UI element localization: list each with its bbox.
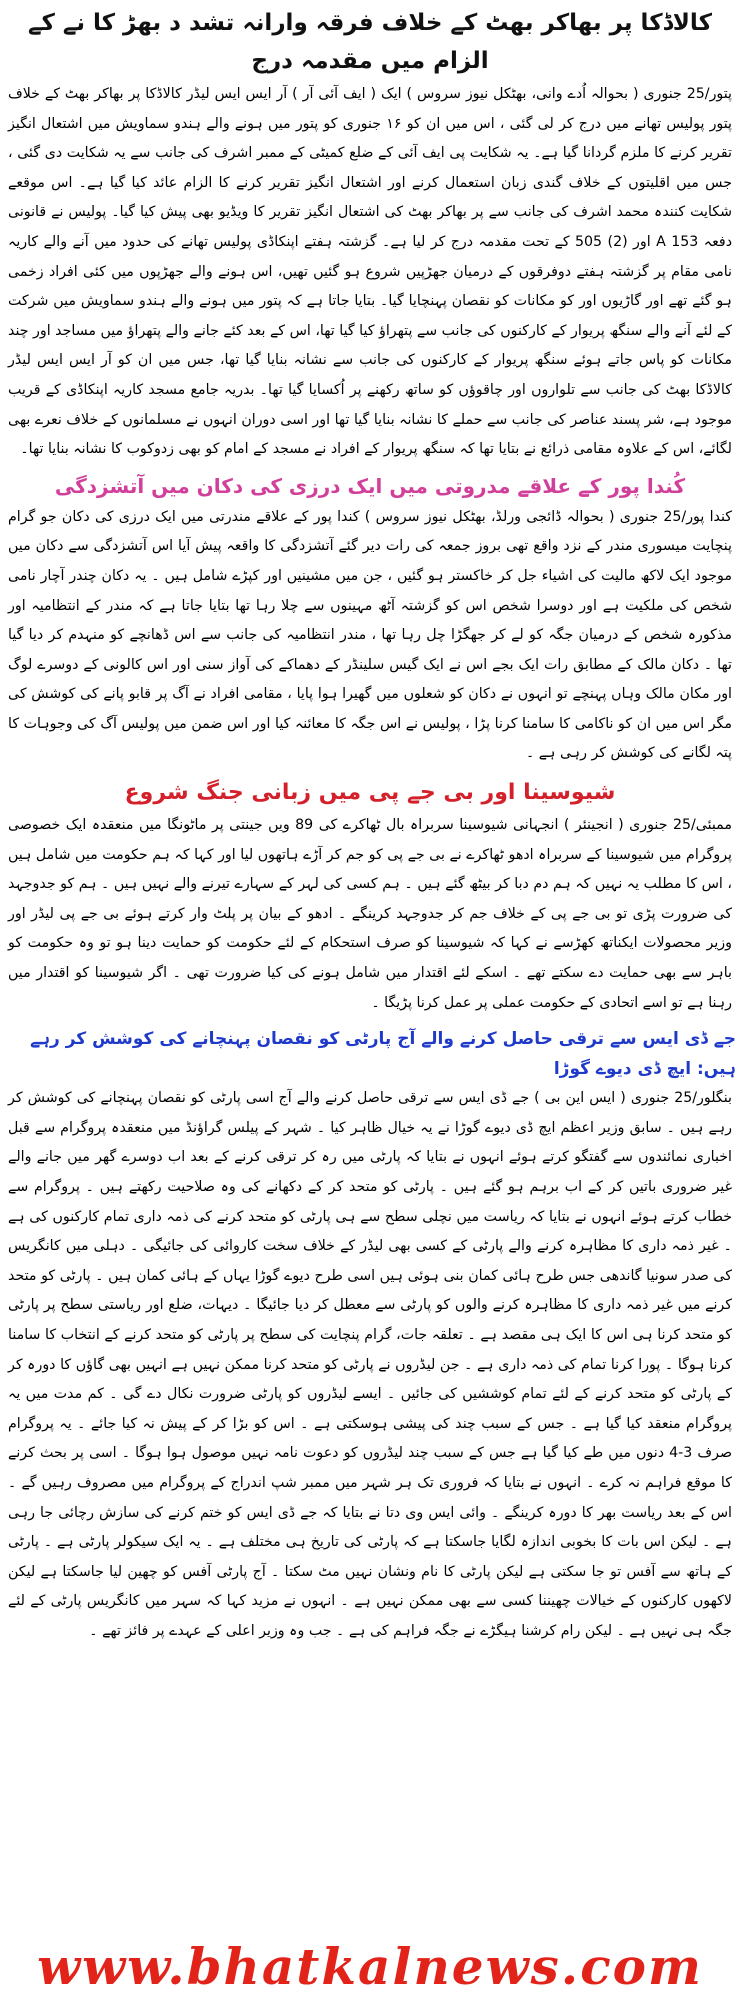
article-2-heading: کُندا پور کے علاقے مدروتی میں ایک درزی کی دکان میں آتشزدگی [54, 473, 686, 498]
site-url-watermark[interactable]: www.bhatkalnews.com [37, 1937, 703, 1996]
article-4-body: بنگلور/25 جنوری ( ایس این بی ) جے ڈی ایس سے ترقی حاصل کرنے والے آج اسی پارٹی کو نقصان پہنچانے کی کوشش کر رہے ہیں ۔ سابق وزیر اعظم ایچ ڈی دیوے گوڑا نے یہ خیال ظاہر کیا ۔ شہر کے پیلس گراؤنڈ میں منعقدہ پروگرام سے قبل اخباری نمائندوں سے گفتگو کرتے ہوئے انہوں نے بتایا کہ پارٹی میں رہ کر ترقی کرنے کے بعد اب دوسرے گھر میں جانے والے غیر ضروری باتیں کر کے اب برہم ہو گئے ہیں ۔ پارٹی کو متحد کر کے دکھانے کی وہ صلاحیت رکھتے ہیں ۔ پروگرام سے خطاب کرتے ہوئے انہوں نے بتایا کہ ریاست میں نچلی سطح سے ہی پارٹی کو متحد کرنے کی ذمہ داری تمام کارکنوں کی ہے ۔ غیر ذمہ داری کا مظاہرہ کرنے والے پارٹی کے کسی بھی لیڈر کے خلاف سخت کاروائی کی جائیگی ۔ دہلی میں کانگریس کی صدر سونیا گاندھی جس طرح ہائی کمان بنی ہوئی ہیں اسی طرح دیوے گوڑا یہاں کے ہائی کمان ہیں ۔ پارٹی کو متحد کرنے میں غیر ذمہ داری کا مظاہرہ کرنے والوں کو پارٹی سے معطل کر دیا جائیگا ۔ دیہات، ضلع اور ریاستی سطح پر پارٹی کو متحد کرنا ہی اس کا ایک ہی مقصد ہے ۔ تعلقہ جات، گرام پنچایت کی سطح پر پارٹی کو متحد کرنے کے انتخاب کا سامنا کرنا ہوگا ۔ پورا کرنا تمام کی ذمہ داری ہے ۔ جن لیڈروں نے پارٹی کو متحد کرنا ممکن نہیں ہے انہیں بھی گاؤں کا دورہ کر کے پارٹی کو متحد کرنے کے لئے تمام کوششیں کی جائیں ۔ ایسے لیڈروں کو پارٹی ضرورت نکال دے گی ۔ کم مدت میں یہ پروگرام منعقد کیا گیا ہے ۔ جس کے سبب چند کی پیشی ہوسکتی ہے ۔ اس کو بڑا کر کے پیش نہ کیا جائے ۔ یہ پروگرام صرف 3-4 دنوں میں طے کیا گیا ہے جس کے سبب چند لیڈروں کو دعوت نامہ نہیں موصول ہوا ہوگا ۔ اسی پر بحث کرنے کا موقع فراہم نہ کرے ۔ انہوں نے بتایا کہ فروری تک ہر شہر میں ممبر شپ اندراج کے پروگرام میں مصروف رہیں گے ۔ اس کے بعد ریاست بھر کا دورہ کرینگے ۔ وائی ایس وی دتا نے بتایا کہ جے ڈی ایس کو ختم کرنے کی سازش رچائی جا رہی ہے ۔ لیکن اس بات کا بخوبی اندازہ لگایا جاسکتا ہے کہ پارٹی کی تاریخ ہی مختلف ہے ۔ یہ ایک سیکولر پارٹی ہے ۔ پارٹی کے ہاتھ سے آفس تو جا سکتی ہے لیکن پارٹی کا نام ونشان نہیں مٹ سکتا ۔ آج پارٹی آفس کو چھین لیا جاسکتا ہے لیکن لاکھوں کارکنوں کے خیالات چھیننا کسی سے بھی ممکن نہیں ہے ۔ انہوں نے مزید کہا کہ سہر میں کانگریس پارٹی کے لئے جگہ ہی نہیں ہے ۔ لیکن رام کرشنا ہیگڑے نے جگہ فراہم کی ہے ۔ جب وہ وزیر اعلی کے عہدے پر فائز تھے ۔ [8, 1090, 733, 1639]
headline: کالاڈکا پر بھاکر بھٹ کے خلاف فرقہ وارانہ تشد د بھڑ کا نے کے الزام میں مقدمہ درج [28, 10, 712, 74]
article-4-heading: جے ڈی ایس سے ترقی حاصل کرنے والے آج پارٹی کو نقصان پہنچانے کی کوشش کر رہے ہیں: ایچ ڈی دیوے گوڑا [30, 1029, 736, 1080]
article-3-heading: شیوسینا اور بی جے پی میں زبانی جنگ شروع [124, 780, 616, 806]
article-3-body: ممبئی/25 جنوری ( انجینئر ) انجہانی شیوسینا سربراہ بال ٹھاکرے کی 89 ویں جینتی پر ماٹونگا میں منعقدہ ایک خصوصی پروگرام میں شیوسینا کے سربراہ ادھو ٹھاکرے نے بی جے پی کو جم کر آڑے ہاتھوں لیا اور کہا کہ ہم حکومت میں شامل ہیں ، اس کا مطلب یہ نہیں کہ ہم دم دبا کر بیٹھ گئے ہیں ۔ ہم کسی کی لہر کے سہارے تیرنے والے نہیں ہیں ۔ ہم کو جدوجہد کی ضرورت پڑی تو بی جے پی کے خلاف جم کر جدوجہد کرینگے ۔ ادھو کے بیان پر پلٹ وار کرتے ہوئے بی جے پی لیڈر اور وزیر محصولات ایکناتھ کھڑسے نے کہا کہ شیوسینا کو صرف استحکام کے لئے حکومت کو حمایت دینا ہو تو وہ حکومت کو باہر سے بھی حمایت دے سکتے تھے ۔ اسکے لئے اقتدار میں شامل ہونے کی کیا ضرورت تھی ۔ اگر شیوسینا کو اقتدار میں رہنا ہے تو اسے اتحادی کے حکومت عملی پر عمل کرنا پڑیگا ۔ [8, 817, 732, 1011]
article-2-body: کندا پور/25 جنوری ( بحوالہ ڈائجی ورلڈ، بھٹکل نیوز سروس ) کندا پور کے علاقے مندرتی میں ایک درزی کی دکان جو گرام پنچایت میسوری مندر کے نزد واقع تھی بروز جمعہ کی رات دیر گئے آتشزدگی کا واقعہ پیش آیا اس آتشزدگی سے دکان میں موجود ایک لاکھ مالیت کی اشیاء جل کر خاکستر ہو گئیں ، جن میں مشینیں اور کپڑے شامل ہیں ۔ یہ دکان چندر آچار نامی شخص کی ملکیت ہے اور دوسرا شخص اس کو گزشتہ آٹھ مہینوں سے چلا رہا تھا بتایا جاتا ہے کہ مندر کے انتظامیہ اور مذکورہ شخص کے درمیان جگہ کو لے کر جھگڑا چل رہا تھا ، مندر انتظامیہ کی جانب سے اس ڈھانچے کو منہدم کر دیا گیا تھا ۔ دکان مالک کے مطابق رات ایک بجے اس نے ایک گیس سلینڈر کے دھماکے کی آواز سنی اور اس کالونی کے دوسرے لوگ اور مکان مالک وہاں پہنچے تو انہوں نے دکان کو شعلوں میں گھیرا ہوا پایا ، مقامی افراد نے آگ پر قابو پانے کی کوشش کی مگر اس میں ان کو ناکامی کا سامنا کرنا پڑا ، پولیس نے اس جگہ کا معائنہ کیا اور اس ضمن میں پولیس آگ کی وجوہات کا پتہ لگانے کی کوشش کر رہی ہے ۔ [8, 508, 733, 762]
article-1-body: پتور/25 جنوری ( بحوالہ اُدے وانی، بھٹکل نیوز سروس ) ایک ( ایف آئی آر ) آر ایس ایس لیڈر کالاڈکا پر بھاکر بھٹ کے خلاف پتور پولیس تھانے میں درج کر لی گئی ، اس میں ان کو ۱۶ جنوری کو پتور میں ہونے والے ہندو سماویش میں اشتعال انگیز تقریر کرنے کا ملزم گردانا گیا ہے۔ یہ شکایت پی ایف آئی کے ضلع کمیٹی کے ممبر اشرف کی جانب سے یہ شکایت دی گئی ، جس میں اقلیتوں کے خلاف گندی زبان استعمال کرنے اور اشتعال انگیز تقریر کرنے کا الزام عائد کیا گیا ہے۔ اس موقعے شکایت کنندہ محمد اشرف کی جانب سے پر بھاکر بھٹ کی اشتعال انگیز تقریر کا ویڈیو بھی پیش کیا گیا۔ پولیس نے قانونی دفعہ A 153 اور (2) 505 کے تحت مقدمہ درج کر لیا ہے۔ گزشتہ ہفتے اپنکاڈی پولیس تھانے کی حدود میں آنے والے کاریہ نامی مقام پر گزشتہ ہفتے دوفرقوں کے درمیان جھڑپیں شروع ہو گئیں تھیں، اس ہونے والے جھڑپوں میں کئی افراد زخمی ہو گئے تھے اور گاڑیوں اور کو مکانات کو نقصان پہنچایا گیا۔ بتایا جاتا ہے کہ پتور میں ہونے والے ہندو سماویش میں شرکت کے لئے آنے والے سنگھ پریوار کے کارکنوں کی جانب سے پتھراؤ کیا گیا تھا، اس کے بعد کئے جانے والے پتھراؤ میں مساجد اور چند مکانات کو پاس جاتے ہوئے سنگھ پریوار کے کارکنوں کی جانب سے نشانہ بنایا گیا تھا، جس میں ان کو آر ایس ایس لیڈر کالاڈکا بھٹ کی جانب سے تلواروں اور چاقوؤں کو ساتھ رکھنے پر اُکسایا گیا تھا۔ بدریہ جامع مسجد کاریہ اپنکاڈی کے قریب موجود ہے، شر پسند عناصر کی جانب سے حملے کا نشانہ بنایا گیا تھا اور اسی دوران انہوں نے مسلمانوں کے خلاف نعرے بھی لگائے، اس کے علاوہ مقامی ذرائع نے بتایا تھا کہ سنگھ پریوار کے افراد نے مسجد کے امام کو بھی زدوکوب کا نشانہ بنایا تھا۔ [8, 86, 733, 458]
